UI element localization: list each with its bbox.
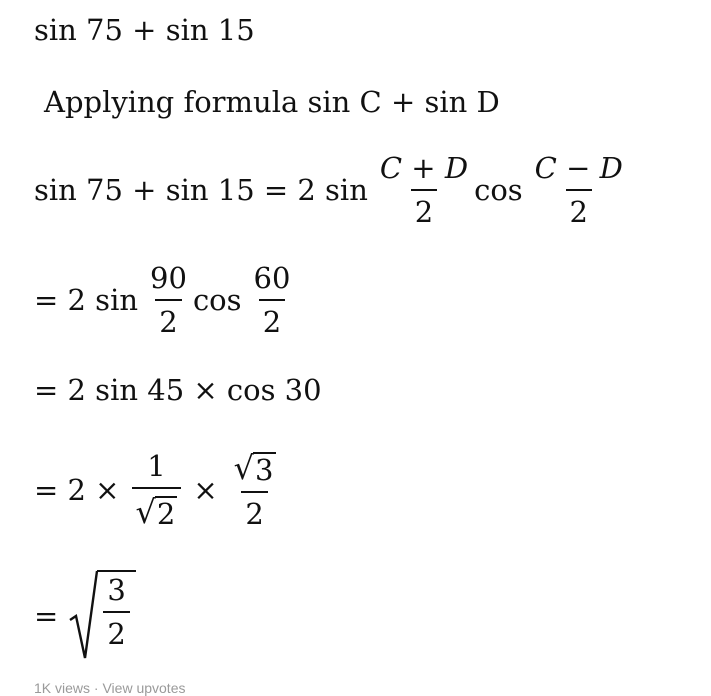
step-values-lhs: = 2 × — [34, 473, 120, 507]
fraction-3-over-2 — [103, 573, 129, 651]
expression-title — [34, 13, 255, 47]
times-sign: × — [193, 473, 218, 507]
radicand: 3 — [255, 453, 274, 487]
fraction-numerator: C + D — [379, 151, 469, 185]
big-radical-sign — [68, 570, 98, 662]
step-formula — [34, 151, 629, 229]
final-equals: = — [34, 598, 59, 633]
cos-label: cos — [192, 283, 242, 317]
views-footer: 1K views · View upvotes — [34, 680, 186, 696]
big-sqrt — [68, 570, 135, 662]
final-result — [34, 570, 136, 662]
fraction-denominator — [132, 487, 182, 529]
fraction-c-minus-d — [531, 151, 627, 229]
fraction-c-plus-d — [376, 151, 472, 229]
fraction-numerator: 90 — [150, 261, 187, 295]
radicand: 2 — [156, 497, 176, 531]
fraction-90-over-2 — [146, 261, 191, 339]
fraction-denominator: 2 — [103, 611, 129, 649]
sqrt-symbol — [233, 449, 276, 487]
fraction-denominator: 2 — [566, 189, 592, 227]
formula-note-text: Applying formula sin C + sin D — [44, 85, 500, 119]
fraction-denominator: 2 — [155, 299, 181, 337]
radical-sign: √ — [135, 493, 156, 531]
fraction-60-over-2 — [250, 261, 295, 339]
fraction-numerator — [230, 449, 280, 491]
cos-label: cos — [474, 173, 523, 207]
step-formula-lhs: sin 75 + sin 15 = 2 sin — [34, 173, 368, 207]
step-substitute — [34, 261, 296, 339]
fraction-root3-over-2 — [230, 449, 280, 531]
fraction-numerator: 60 — [253, 261, 291, 295]
step-values — [34, 449, 282, 531]
fraction-numerator: C − D — [534, 151, 623, 185]
expression-text: sin 75 + sin 15 — [34, 13, 255, 47]
fraction-denominator: 2 — [259, 299, 285, 337]
fraction-numerator: 3 — [107, 573, 126, 607]
fraction-1-over-root2 — [132, 449, 182, 531]
fraction-denominator: 2 — [411, 189, 437, 227]
radicand — [97, 570, 135, 662]
step-substitute-lhs: = 2 sin — [34, 283, 139, 317]
sqrt-symbol — [135, 493, 178, 531]
fraction-numerator: 1 — [147, 449, 166, 483]
step-evaluate — [34, 373, 322, 407]
step-evaluate-text: = 2 sin 45 × cos 30 — [34, 373, 322, 407]
fraction-denominator: 2 — [241, 491, 267, 529]
radical-sign: √ — [233, 449, 255, 487]
formula-note — [44, 85, 500, 119]
